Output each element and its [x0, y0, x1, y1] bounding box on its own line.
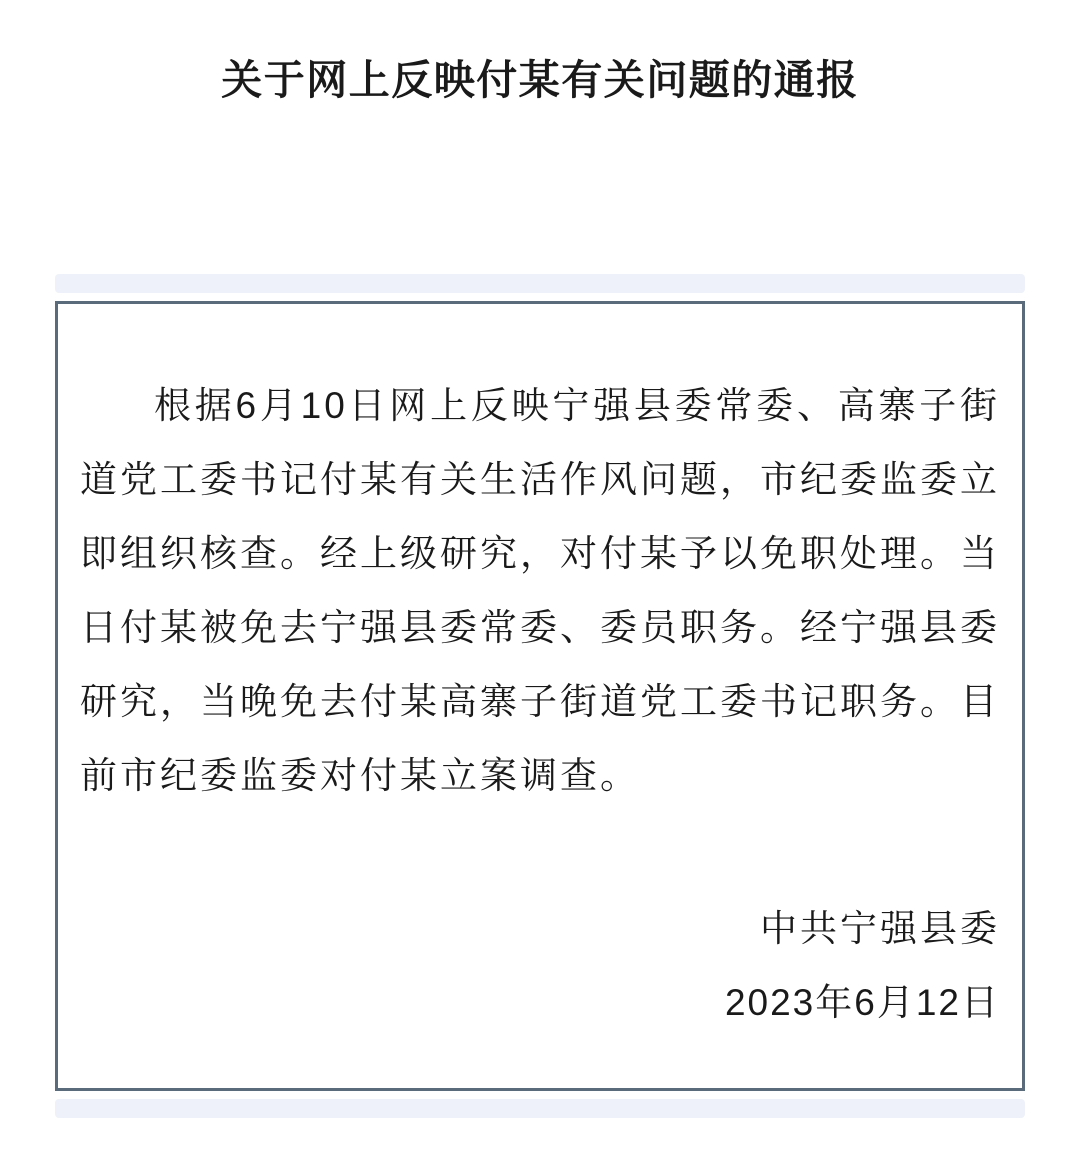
page-title: 关于网上反映付某有关问题的通报	[221, 57, 859, 103]
notice-body-paragraph: 根据6月10日网上反映宁强县委常委、高寨子街道党工委书记付某有关生活作风问题，市纪委监委立即组织核查。经上级研究，对付某予以免职处理。当日付某被免去宁强县委常委、委员职务。经宁强县委研究，当晚免去付某高寨子街道党工委书记职务。目前市纪委监委对付某立案调查。	[80, 385, 1000, 796]
divider-band-top	[55, 274, 1025, 293]
notice-signature: 中共宁强县委	[760, 908, 1000, 949]
notice-box	[55, 301, 1025, 1091]
notice-date: 2023年6月12日	[724, 982, 1000, 1023]
divider-band-bottom	[55, 1099, 1025, 1118]
